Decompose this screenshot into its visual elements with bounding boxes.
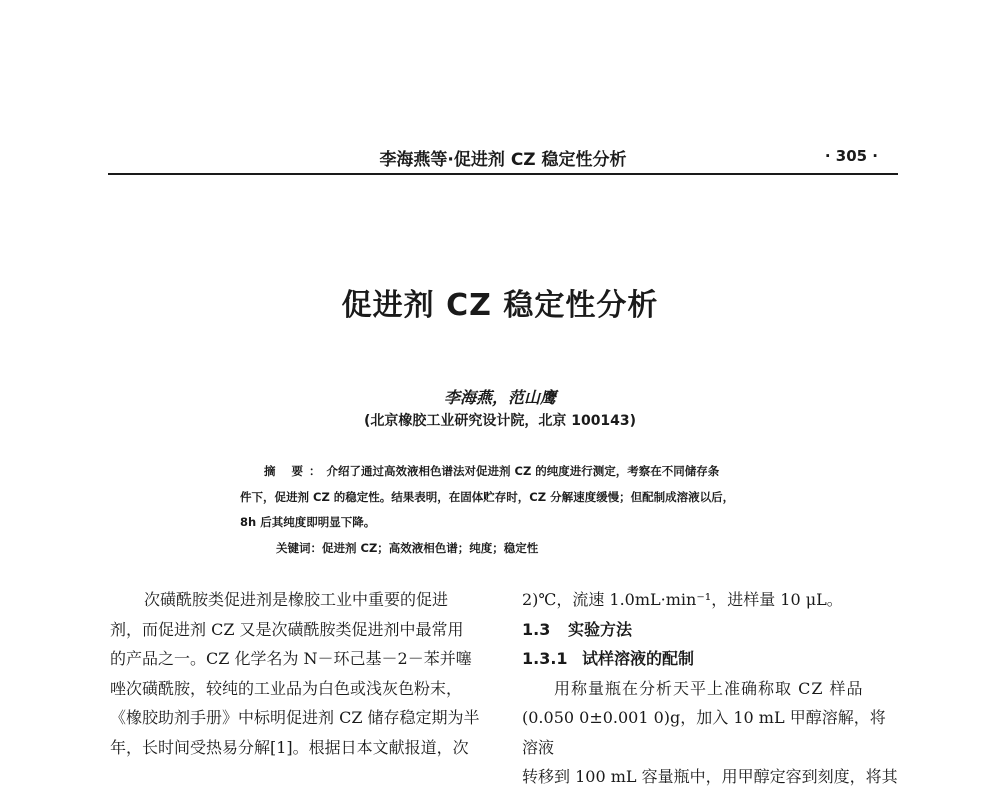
- section-heading-1-3: [522, 615, 898, 645]
- abstract-block: [240, 459, 760, 561]
- body-left-line: 剂，而促进剂 CZ 又是次磺酰胺类促进剂中最常用: [110, 619, 464, 639]
- body-left-line: 年，长时间受热易分解[1]。根据日本文献报道，次: [110, 737, 469, 757]
- body-column-left: [110, 585, 490, 762]
- article-authors: 李海燕，范山鹰: [443, 388, 556, 407]
- article-title: 促进剂 CZ 稳定性分析: [341, 288, 659, 323]
- body-column-right: [522, 585, 898, 792]
- body-right-line-c: 转移到 100 mL 容量瓶中，用甲醇定容到刻度，将其: [522, 767, 898, 786]
- abstract-line-1: [240, 459, 760, 485]
- abstract-line-2: 件下，促进剂 CZ 的稳定性。结果表明，在固体贮存时，CZ 分解速度缓慢；但配制成溶液以后，: [240, 489, 735, 504]
- article-affiliation: (北京橡胶工业研究设计院，北京 100143): [363, 413, 637, 429]
- running-title: 李海燕等·促进剂 CZ 稳定性分析: [379, 150, 627, 170]
- abstract-line-3: 8h 后其纯度即明显下降。: [240, 515, 376, 529]
- body-right-line-1: 2)℃，流速 1.0mL·min⁻¹，进样量 10 μL。: [522, 590, 843, 609]
- section-heading-1-3-1: [522, 644, 898, 674]
- abstract-label: 摘 要：: [264, 464, 327, 478]
- body-left-line: 《橡胶助剂手册》中标明促进剂 CZ 储存稳定期为半: [110, 708, 480, 727]
- section-number: 1.3.1: [522, 649, 568, 668]
- body-left-line: 唑次磺酰胺，较纯的工业品为白色或浅灰色粉末，: [110, 678, 463, 698]
- running-header: [108, 143, 898, 175]
- body-right-line-b: (0.050 0±0.001 0)g，加入 10 mL 甲醇溶解，将溶液: [522, 708, 886, 757]
- section-title: 实验方法: [568, 619, 633, 639]
- page-number: · 305 ·: [824, 147, 878, 165]
- section-number: 1.3: [522, 619, 551, 639]
- abstract-text-1: 介绍了通过高效液相色谱法对促进剂 CZ 的纯度进行测定，考察在不同储存条: [326, 464, 720, 478]
- body-left-line: 的产品之一。CZ 化学名为 N－环己基－2－苯并噻: [110, 649, 472, 668]
- section-title: 试样溶液的配制: [582, 649, 695, 668]
- body-right-line-a: 用称量瓶在分析天平上准确称取 CZ 样品: [554, 678, 864, 698]
- keywords-label: 关键词：: [276, 540, 322, 555]
- body-left-line: 次磺酰胺类促进剂是橡胶工业中重要的促进: [144, 590, 449, 609]
- keywords-line: [240, 536, 760, 562]
- keywords-text: 促进剂 CZ；高效液相色谱；纯度；稳定性: [322, 540, 539, 555]
